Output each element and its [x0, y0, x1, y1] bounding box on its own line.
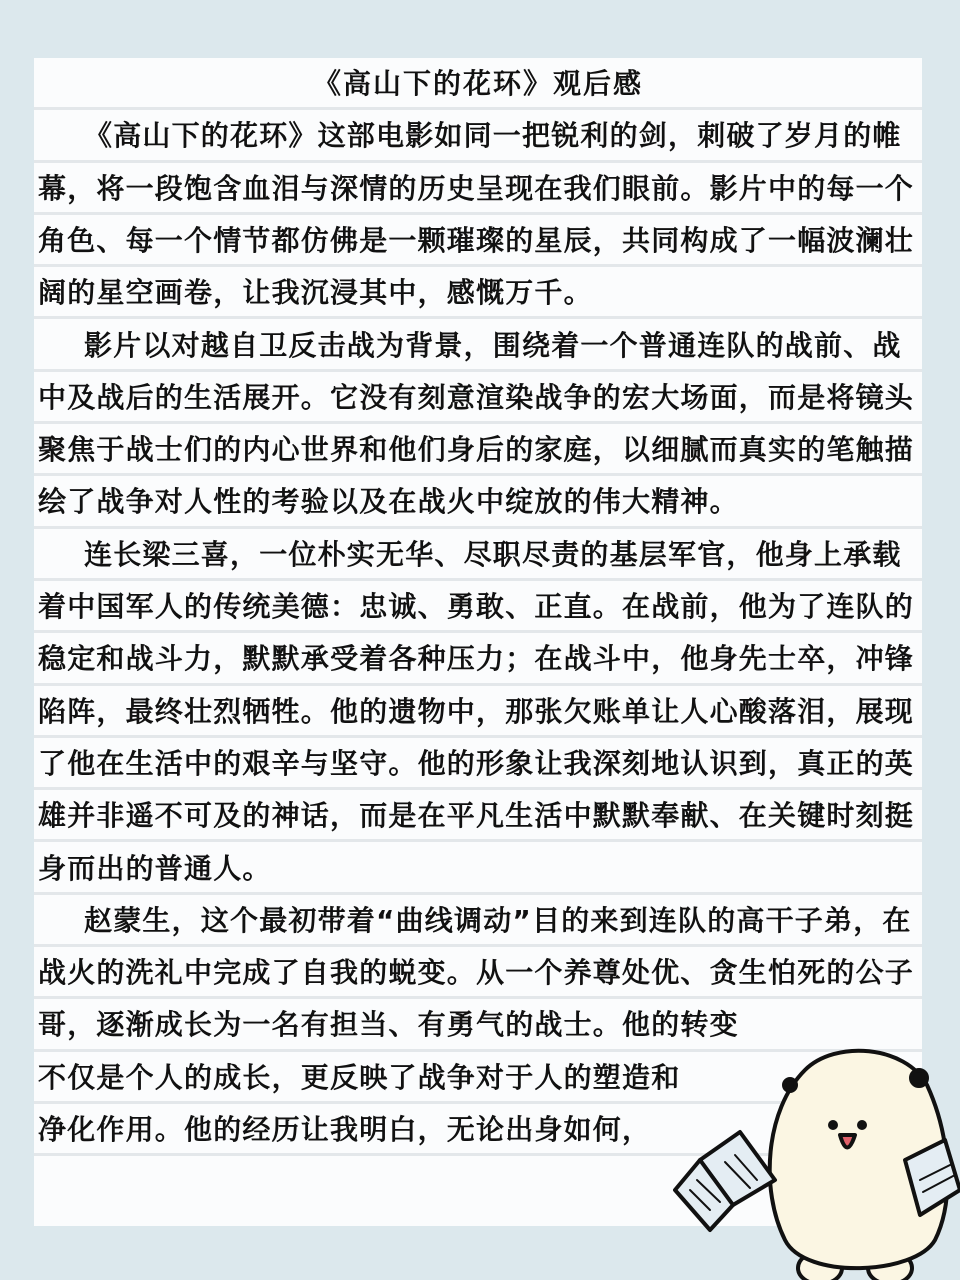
text-line: 赵蒙生，这个最初带着“曲线调动”目的来到连队的高干子弟，在	[34, 895, 922, 947]
text-line: 聚焦于战士们的内心世界和他们身后的家庭，以细腻而真实的笔触描	[34, 424, 922, 476]
document-title: 《高山下的花环》观后感	[34, 58, 922, 110]
text-line: 不仅是个人的成长，更反映了战争对于人的塑造和	[34, 1052, 922, 1104]
bear-reading-illustration	[665, 1040, 960, 1280]
text-line: 哥，逐渐成长为一名有担当、有勇气的战士。他的转变	[34, 999, 922, 1051]
text-line: 战火的洗礼中完成了自我的蜕变。从一个养尊处优、贪生怕死的公子	[34, 947, 922, 999]
text-line: 着中国军人的传统美德：忠诚、勇敢、正直。在战前，他为了连队的	[34, 581, 922, 633]
left-book-icon	[675, 1132, 775, 1230]
text-line: 陷阵，最终壮烈牺牲。他的遗物中，那张欠账单让人心酸落泪，展现	[34, 686, 922, 738]
text-line: 中及战后的生活展开。它没有刻意渲染战争的宏大场面，而是将镜头	[34, 372, 922, 424]
text-line: 身而出的普通人。	[34, 843, 922, 895]
text-line: 连长梁三喜，一位朴实无华、尽职尽责的基层军官，他身上承载	[34, 529, 922, 581]
text-line: 幕，将一段饱含血泪与深情的历史呈现在我们眼前。影片中的每一个	[34, 163, 922, 215]
text-line: 了他在生活中的艰辛与坚守。他的形象让我深刻地认识到，真正的英	[34, 738, 922, 790]
text-line: 角色、每一个情节都仿佛是一颗璀璨的星辰，共同构成了一幅波澜壮	[34, 215, 922, 267]
text-line: 影片以对越自卫反击战为背景，围绕着一个普通连队的战前、战	[34, 320, 922, 372]
text-line: 阔的星空画卷，让我沉浸其中，感慨万千。	[34, 267, 922, 319]
text-line: 绘了战争对人性的考验以及在战火中绽放的伟大精神。	[34, 476, 922, 528]
text-line: 稳定和战斗力，默默承受着各种压力；在战斗中，他身先士卒，冲锋	[34, 633, 922, 685]
text-line: 净化作用。他的经历让我明白，无论出身如何，	[34, 1104, 922, 1156]
text-line: 《高山下的花环》这部电影如同一把锐利的剑，刺破了岁月的帷	[34, 110, 922, 162]
text-line: 雄并非遥不可及的神话，而是在平凡生活中默默奉献、在关键时刻挺	[34, 790, 922, 842]
